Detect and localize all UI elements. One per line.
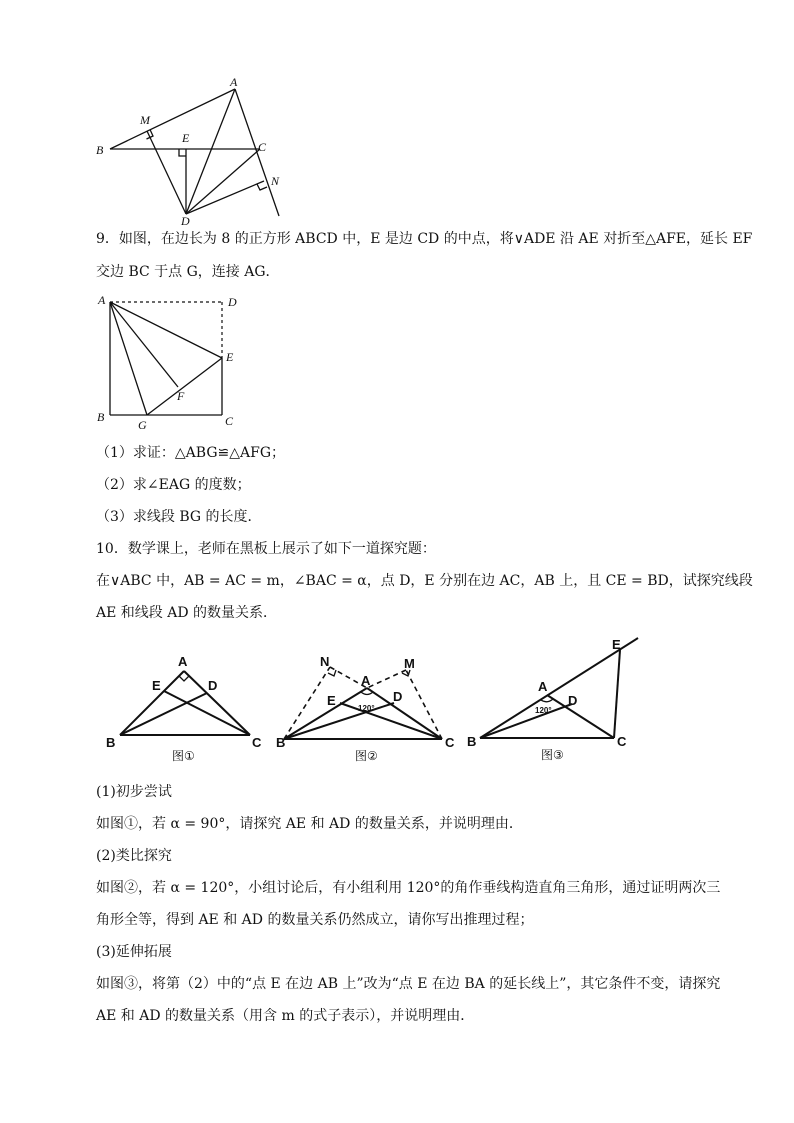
- q9-label-D: D: [228, 295, 237, 309]
- label-E: E: [182, 131, 190, 145]
- q9-line-1: 9．如图，在边长为 8 的正方形 ABCD 中，E 是边 CD 的中点，将∨ADE 沿 AE 对折至△AFE，延长 EF: [96, 231, 753, 247]
- fig1-label-B: B: [106, 735, 116, 750]
- fig3-label-B: B: [467, 734, 477, 749]
- label-A: A: [230, 75, 238, 89]
- fig1-caption: 图①: [172, 749, 195, 763]
- fig2-caption: 图②: [355, 749, 378, 763]
- fig2-label-E: E: [327, 693, 336, 708]
- label-D: D: [181, 214, 190, 227]
- fig3-label-C: C: [617, 734, 627, 749]
- q9-line-2: 交边 BC 于点 G，连接 AG．: [96, 264, 280, 280]
- q9-label-B: B: [97, 410, 105, 424]
- fig3-caption: 图③: [541, 748, 564, 762]
- q10-part3-text-1: 如图③，将第（2）中的“点 E 在边 AB 上”改为“点 E 在边 BA 的延长线上”，其它条件不变，请探究: [96, 976, 721, 992]
- label-M: M: [140, 113, 150, 127]
- fig3-label-A: A: [538, 679, 548, 694]
- fig2-angle-label: 120°: [358, 704, 375, 713]
- q10-part1-text: 如图①，若 α = 90°，请探究 AE 和 AD 的数量关系，并说明理由．: [96, 816, 523, 832]
- q9-square-figure: [90, 290, 250, 435]
- fig3-label-E: E: [612, 637, 621, 652]
- label-C: C: [258, 140, 267, 154]
- q10-line-3: AE 和线段 AD 的数量关系．: [96, 605, 278, 621]
- figure-top: [90, 72, 300, 227]
- q9-label-A: A: [98, 293, 106, 307]
- fig3-angle-label: 120°: [535, 706, 552, 715]
- q10-line-1: 10．数学课上，老师在黑板上展示了如下一道探究题：: [96, 541, 436, 557]
- q9-label-C: C: [225, 414, 234, 428]
- fig2-label-B: B: [276, 735, 286, 750]
- q9-label-E: E: [226, 350, 234, 364]
- fig1-label-C: C: [252, 735, 262, 750]
- q9-label-F: F: [177, 389, 185, 403]
- fig1-label-A: A: [178, 654, 188, 669]
- label-B: B: [96, 143, 104, 157]
- fig1-label-E: E: [152, 678, 161, 693]
- q10-figure-1: [100, 650, 270, 768]
- q10-part3-title: (3)延伸拓展: [96, 944, 172, 960]
- fig2-label-C: C: [445, 735, 455, 750]
- q10-line-2: 在∨ABC 中，AB = AC = m，∠BAC = α，点 D，E 分别在边 AC，AB 上，且 CE = BD，试探究线段: [96, 573, 753, 589]
- fig3-label-D: D: [568, 693, 578, 708]
- label-N: N: [271, 174, 280, 188]
- q10-figure-3: [462, 632, 652, 768]
- q9-label-G: G: [138, 418, 147, 432]
- fig2-label-M: M: [404, 656, 415, 671]
- q10-part2-text-2: 角形全等，得到 AE 和 AD 的数量关系仍然成立，请你写出推理过程；: [96, 912, 534, 928]
- q9-sub-2: （2）求∠EAG 的度数；: [96, 477, 251, 493]
- q10-part2-text-1: 如图②，若 α = 120°，小组讨论后，有小组利用 120°的角作垂线构造直角三角形，通过证明两次三: [96, 880, 721, 896]
- fig1-label-D: D: [208, 678, 218, 693]
- q10-part3-text-2: AE 和 AD 的数量关系（用含 m 的式子表示），并说明理由．: [96, 1008, 475, 1024]
- fig2-label-N: N: [320, 654, 330, 669]
- q10-figure-2: [272, 650, 472, 768]
- q10-part1-title: (1)初步尝试: [96, 784, 172, 800]
- fig2-label-D: D: [393, 689, 403, 704]
- q10-part2-title: (2)类比探究: [96, 848, 172, 864]
- q9-sub-3: （3）求线段 BG 的长度．: [96, 509, 262, 525]
- q9-sub-1: （1）求证：△ABG≌△AFG；: [96, 445, 286, 461]
- fig2-label-A: A: [361, 673, 371, 688]
